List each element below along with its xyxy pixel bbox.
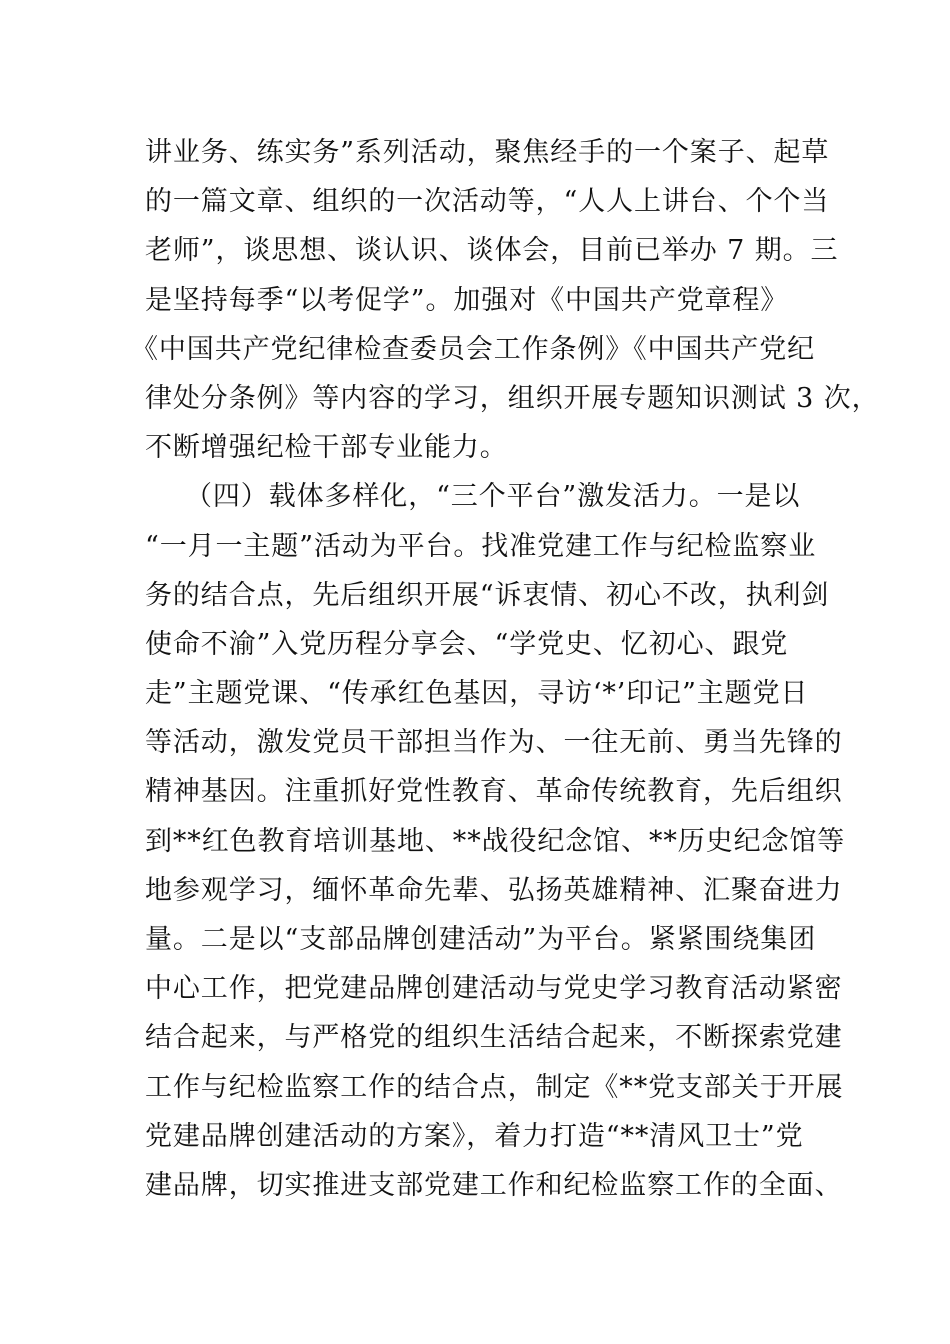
section-heading-line: （四）载体多样化，“三个平台”激发活力。一是以 xyxy=(185,481,801,513)
body-text xyxy=(131,128,880,1210)
text-line: 是坚持每季“以考促学”。加强对《中国共产党章程》 xyxy=(145,284,789,316)
text-line: 中心工作，把党建品牌创建活动与党史学习教育活动紧密 xyxy=(145,973,843,1005)
text-line: 精神基因。注重抓好党性教育、革命传统教育，先后组织 xyxy=(145,776,843,808)
text-line: “一月一主题”活动为平台。找准党建工作与纪检监察业 xyxy=(145,530,817,562)
text-line: 地参观学习，缅怀革命先辈、弘扬英雄精神、汇聚奋进力 xyxy=(145,874,843,906)
text-line: 使命不渝”入党历程分享会、“学党史、忆初心、跟党 xyxy=(145,628,789,660)
text-line: 务的结合点，先后组织开展“诉衷情、初心不改，执利剑 xyxy=(145,579,830,611)
text-line: 律处分条例》等内容的学习，组织开展专题知识测试 3 次， xyxy=(145,382,880,414)
text-line: 量。二是以“支部品牌创建活动”为平台。紧紧围绕集团 xyxy=(145,924,817,955)
text-line: 讲业务、练实务”系列活动，聚焦经手的一个案子、起草 xyxy=(145,137,830,168)
text-line: 不断增强纪检干部专业能力。 xyxy=(145,432,508,464)
text-line: 走”主题党课、“传承红色基因，寻访‘*’印记”主题党日 xyxy=(145,678,809,710)
text-line: 《中国共产党纪律检查委员会工作条例》《中国共产党纪 xyxy=(131,333,815,365)
text-line: 等活动，激发党员干部担当作为、一往无前、勇当先锋的 xyxy=(145,727,843,759)
text-line: 建品牌，切实推进支部党建工作和纪检监察工作的全面、 xyxy=(145,1169,843,1201)
text-line: 老师”，谈思想、谈认识、谈体会，目前已举办 7 期。三 xyxy=(145,235,839,267)
text-line: 结合起来，与严格党的组织生活结合起来，不断探索党建 xyxy=(145,1022,843,1054)
text-line: 的一篇文章、组织的一次活动等，“人人上讲台、个个当 xyxy=(145,186,830,218)
text-line: 党建品牌创建活动的方案》，着力打造“**清风卫士”党 xyxy=(145,1120,804,1152)
text-line: 工作与纪检监察工作的结合点，制定《**党支部关于开展 xyxy=(145,1071,844,1103)
text-line: 到**红色教育培训基地、**战役纪念馆、**历史纪念馆等 xyxy=(145,825,846,857)
